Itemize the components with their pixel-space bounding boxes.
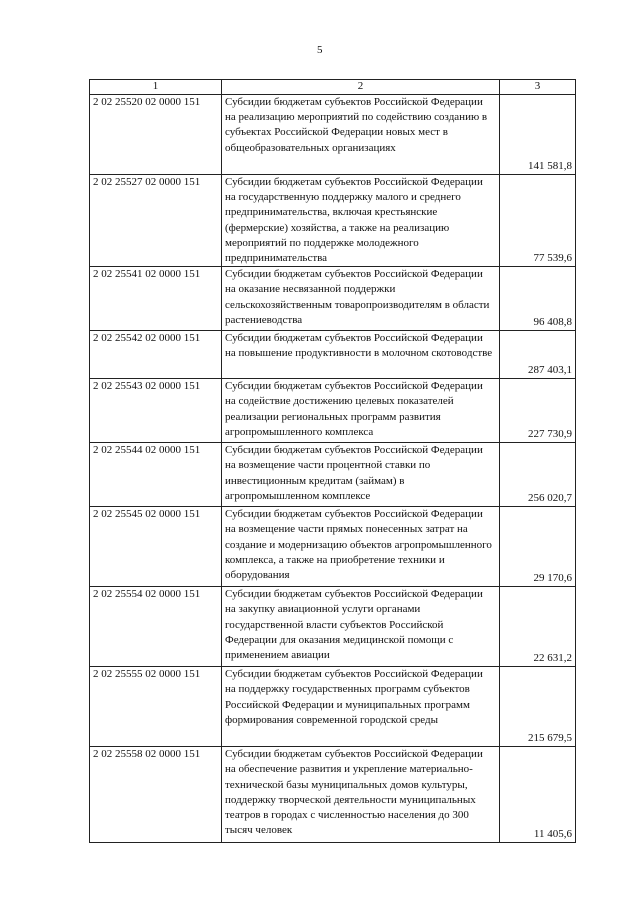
row-amount-cell: 215 679,5: [500, 667, 576, 747]
row-description-cell: Субсидии бюджетам субъектов Российской Федерации на возмещение части процентной ставки по инвестиционным кредитам (займам) в агропромышленном комплексе: [222, 443, 500, 507]
column-header-amount: 3: [500, 80, 576, 95]
table-header-row: [90, 80, 576, 95]
row-code-cell: 2 02 25558 02 0000 151: [90, 747, 222, 843]
row-amount-cell: 227 730,9: [500, 379, 576, 443]
row-code-cell: 2 02 25542 02 0000 151: [90, 331, 222, 379]
table-row: [90, 175, 576, 267]
row-description-cell: Субсидии бюджетам субъектов Российской Федерации на поддержку государственных программ субъектов Российской Федерации и муниципальных программ формирования современной городской среды: [222, 667, 500, 747]
row-description-cell: Субсидии бюджетам субъектов Российской Федерации на возмещение части прямых понесенных затрат на создание и модернизацию объектов агропромышленного комплекса, а также на приобретение техники и оборудования: [222, 507, 500, 587]
table-row: [90, 443, 576, 507]
row-code-cell: 2 02 25555 02 0000 151: [90, 667, 222, 747]
column-header-description: 2: [222, 80, 500, 95]
table-row: [90, 587, 576, 667]
row-code-cell: 2 02 25541 02 0000 151: [90, 267, 222, 331]
row-description-cell: Субсидии бюджетам субъектов Российской Федерации на повышение продуктивности в молочном скотоводстве: [222, 331, 500, 379]
row-description-cell: Субсидии бюджетам субъектов Российской Федерации на реализацию мероприятий по содействию созданию в субъектах Российской Федерации новых мест в общеобразовательных организациях: [222, 95, 500, 175]
row-amount-cell: 77 539,6: [500, 175, 576, 267]
row-code-cell: 2 02 25545 02 0000 151: [90, 507, 222, 587]
table-row: [90, 379, 576, 443]
table-row: [90, 267, 576, 331]
row-code-cell: 2 02 25520 02 0000 151: [90, 95, 222, 175]
row-description-cell: Субсидии бюджетам субъектов Российской Федерации на закупку авиационной услуги органами государственной власти субъектов Российской Федерации для оказания медицинской помощи с применением авиации: [222, 587, 500, 667]
column-header-code: 1: [90, 80, 222, 95]
row-description-cell: Субсидии бюджетам субъектов Российской Федерации на оказание несвязанной поддержки сельскохозяйственным товаропроизводителям в области растениеводства: [222, 267, 500, 331]
row-amount-cell: 11 405,6: [500, 747, 576, 843]
row-amount-cell: 256 020,7: [500, 443, 576, 507]
row-code-cell: 2 02 25554 02 0000 151: [90, 587, 222, 667]
row-amount-cell: 287 403,1: [500, 331, 576, 379]
row-description-cell: Субсидии бюджетам субъектов Российской Федерации на обеспечение развития и укрепление материально-технической базы муниципальных домов культуры, поддержку творческой деятельности муниципальных театров в городах с численностью населения до 300 тысяч человек: [222, 747, 500, 843]
table-row: [90, 667, 576, 747]
row-code-cell: 2 02 25527 02 0000 151: [90, 175, 222, 267]
row-amount-cell: 22 631,2: [500, 587, 576, 667]
row-description-cell: Субсидии бюджетам субъектов Российской Федерации на государственную поддержку малого и среднего предпринимательства, включая крестьянские (фермерские) хозяйства, а также на реализацию мероприятий по поддержке молодежного предпринимательства: [222, 175, 500, 267]
row-description-cell: Субсидии бюджетам субъектов Российской Федерации на содействие достижению целевых показателей реализации региональных программ развития агропромышленного комплекса: [222, 379, 500, 443]
row-code-cell: 2 02 25543 02 0000 151: [90, 379, 222, 443]
row-amount-cell: 96 408,8: [500, 267, 576, 331]
table-row: [90, 95, 576, 175]
row-code-cell: 2 02 25544 02 0000 151: [90, 443, 222, 507]
page-number: 5: [317, 44, 323, 56]
table-row: [90, 331, 576, 379]
table-row: [90, 747, 576, 843]
table-row: [90, 507, 576, 587]
row-amount-cell: 141 581,8: [500, 95, 576, 175]
budget-table: [89, 79, 576, 843]
row-amount-cell: 29 170,6: [500, 507, 576, 587]
